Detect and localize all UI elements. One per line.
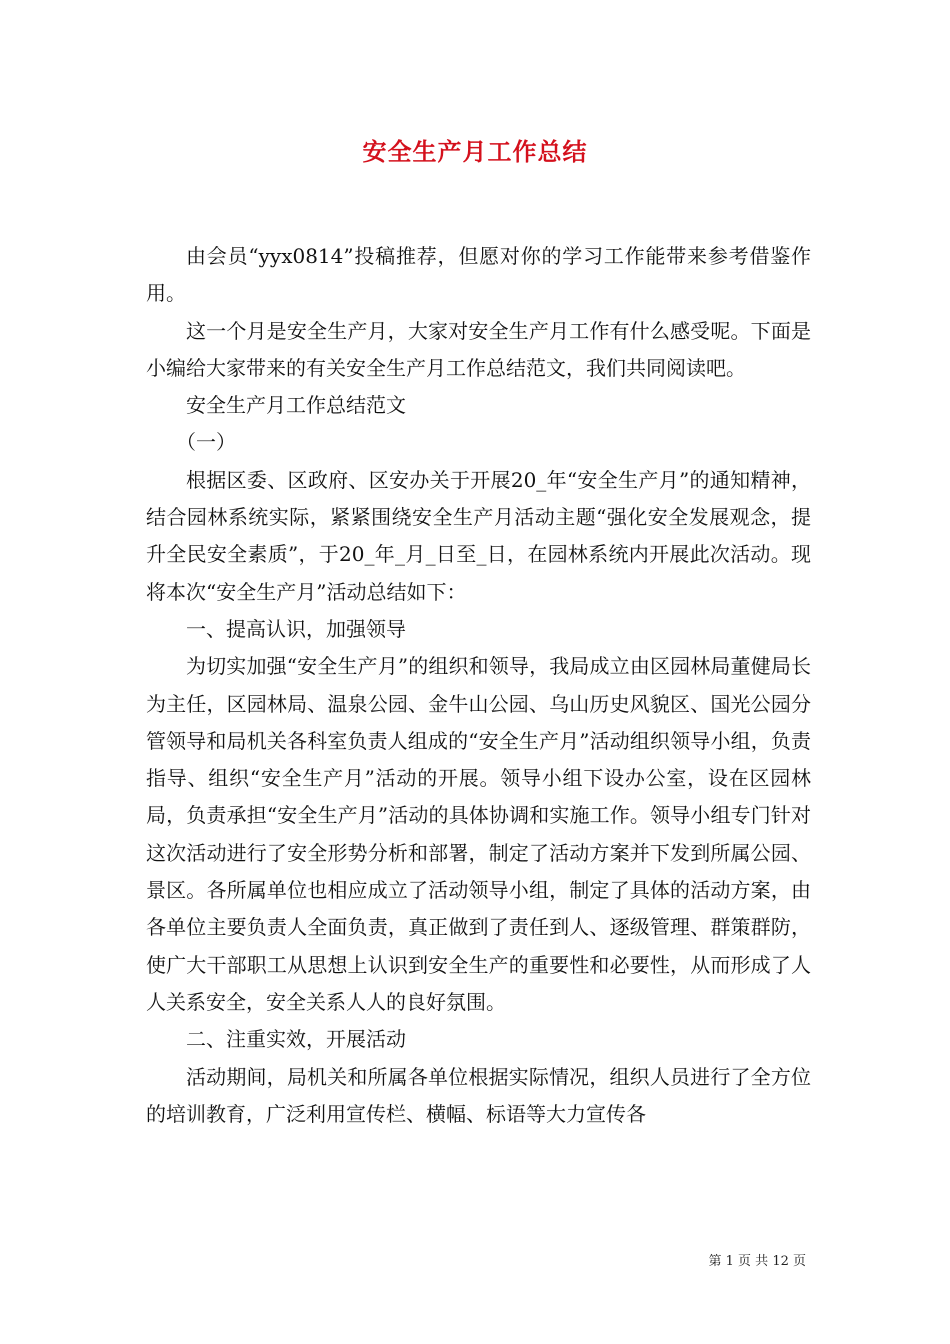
paragraph-preface: 这一个月是安全生产月，大家对安全生产月工作有什么感受呢。下面是小编给大家带来的有关安全生产月工作总结范文，我们共同阅读吧。 xyxy=(146,318,811,380)
document-title: 安全生产月工作总结 xyxy=(362,137,588,166)
paragraph-subtitle: 安全生产月工作总结范文 xyxy=(186,393,406,418)
section-heading: 二、注重实效，开展活动 xyxy=(186,1027,406,1052)
section-heading: 一、提高认识，加强领导 xyxy=(186,616,406,641)
page-number: 第 1 页 共 12 页 xyxy=(708,1254,806,1269)
document-body xyxy=(146,238,811,1133)
paragraph-intro: 由会员“yyx0814”投稿推荐，但愿对你的学习工作能带来参考借鉴作用。 xyxy=(146,244,811,306)
paragraph-body: 根据区委、区政府、区安办关于开展20_年“安全生产月”的通知精神，结合园林系统实际，紧紧围绕安全生产月活动主题“强化安全发展观念，提升全民安全素质”，于20_年_月_日至_日，在园林系统内开展此次活动。现将本次“安全生产月”活动总结如下： xyxy=(146,467,811,604)
paragraph-body: 活动期间，局机关和所属各单位根据实际情况，组织人员进行了全方位的培训教育，广泛利用宣传栏、横幅、标语等大力宣传各 xyxy=(146,1064,811,1126)
paragraph-section-number: （一） xyxy=(176,430,236,455)
paragraph-body: 为切实加强“安全生产月”的组织和领导，我局成立由区园林局董健局长为主任，区园林局、温泉公园、金牛山公园、乌山历史风貌区、国光公园分管领导和局机关各科室负责人组成的“安全生产月”活动组织领导小组，负责指导、组织“安全生产月”活动的开展。领导小组下设办公室，设在区园林局，负责承担“安全生产月”活动的具体协调和实施工作。领导小组专门针对这次活动进行了安全形势分析和部署，制定了活动方案并下发到所属公园、景区。各所属单位也相应成立了活动领导小组，制定了具体的活动方案，由各单位主要负责人全面负责，真正做到了责任到人、逐级管理、群策群防，使广大干部职工从思想上认识到安全生产的重要性和必要性，从而形成了人人关系安全，安全关系人人的良好氛围。 xyxy=(146,654,811,1014)
